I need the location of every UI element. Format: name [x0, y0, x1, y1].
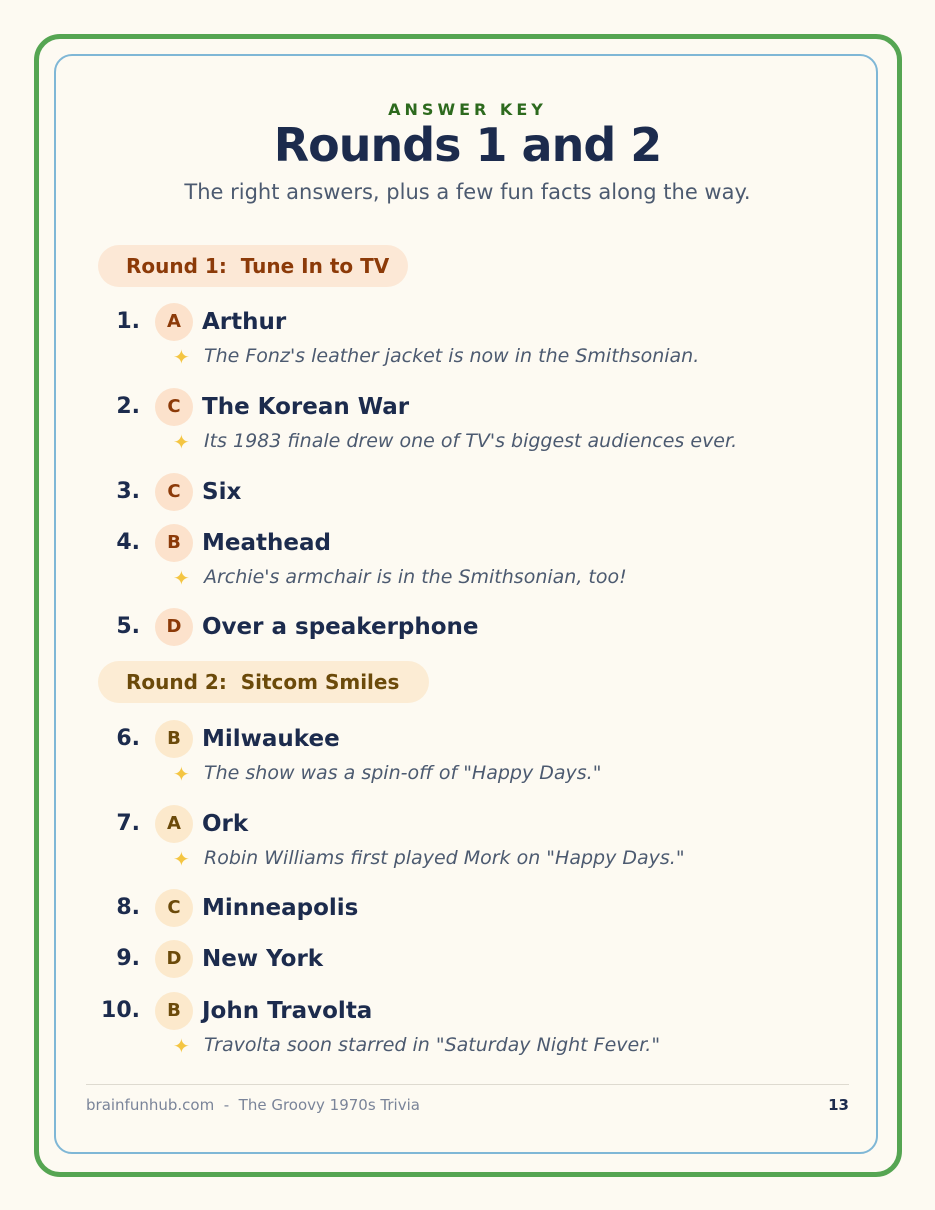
answer-number: 1. [116, 309, 140, 334]
page-subtitle: The right answers, plus a few fun facts along the way. [184, 180, 751, 204]
answer-number: 2. [116, 394, 140, 419]
round-2-header: Round 2: Sitcom Smiles [98, 661, 429, 703]
fun-fact: Robin Williams first played Mork on "Happy Days." [204, 847, 685, 869]
answer-letter-badge: C [155, 889, 193, 927]
answer-number: 5. [116, 614, 140, 639]
fun-fact: The Fonz's leather jacket is now in the Smithsonian. [204, 345, 700, 367]
inner-frame [54, 54, 878, 1154]
answer-number: 7. [116, 811, 140, 836]
answer-text: Ork [202, 811, 249, 837]
answer-number: 8. [116, 895, 140, 920]
answer-text: The Korean War [202, 394, 410, 420]
answer-text: Six [202, 479, 242, 505]
answer-number: 4. [116, 530, 140, 555]
answer-letter-badge: B [155, 720, 193, 758]
fun-fact: Its 1983 finale drew one of TV's biggest audiences ever. [204, 430, 738, 452]
page-title: Rounds 1 and 2 [273, 118, 662, 172]
answer-letter-badge: C [155, 388, 193, 426]
answer-letter-badge: B [155, 992, 193, 1030]
fun-fact: Travolta soon starred in "Saturday Night Fever." [204, 1034, 661, 1056]
fun-fact: The show was a spin-off of "Happy Days." [204, 762, 602, 784]
sparkle-icon: ✦ [173, 762, 190, 786]
answer-letter-badge: A [155, 303, 193, 341]
answer-text: New York [202, 946, 324, 972]
footer-divider [86, 1084, 849, 1085]
answer-text: Milwaukee [202, 726, 340, 752]
sparkle-icon: ✦ [173, 1034, 190, 1058]
answer-text: Over a speakerphone [202, 614, 479, 640]
sparkle-icon: ✦ [173, 430, 190, 454]
answer-text: John Travolta [202, 998, 373, 1024]
answer-letter-badge: B [155, 524, 193, 562]
answer-number: 9. [116, 946, 140, 971]
sparkle-icon: ✦ [173, 345, 190, 369]
round-1-header: Round 1: Tune In to TV [98, 245, 408, 287]
answer-number: 3. [116, 479, 140, 504]
answer-letter-badge: D [155, 608, 193, 646]
answer-text: Meathead [202, 530, 331, 556]
answer-letter-badge: D [155, 940, 193, 978]
answer-number: 6. [116, 726, 140, 751]
sparkle-icon: ✦ [173, 847, 190, 871]
page-number: 13 [828, 1096, 849, 1114]
answer-text: Arthur [202, 309, 287, 335]
fun-fact: Archie's armchair is in the Smithsonian, too! [204, 566, 627, 588]
answer-letter-badge: A [155, 805, 193, 843]
eyebrow-label: ANSWER KEY [388, 100, 547, 119]
answer-text: Minneapolis [202, 895, 359, 921]
answer-letter-badge: C [155, 473, 193, 511]
answer-number: 10. [101, 998, 140, 1023]
footer-source: brainfunhub.com - The Groovy 1970s Trivia [86, 1096, 420, 1114]
sparkle-icon: ✦ [173, 566, 190, 590]
